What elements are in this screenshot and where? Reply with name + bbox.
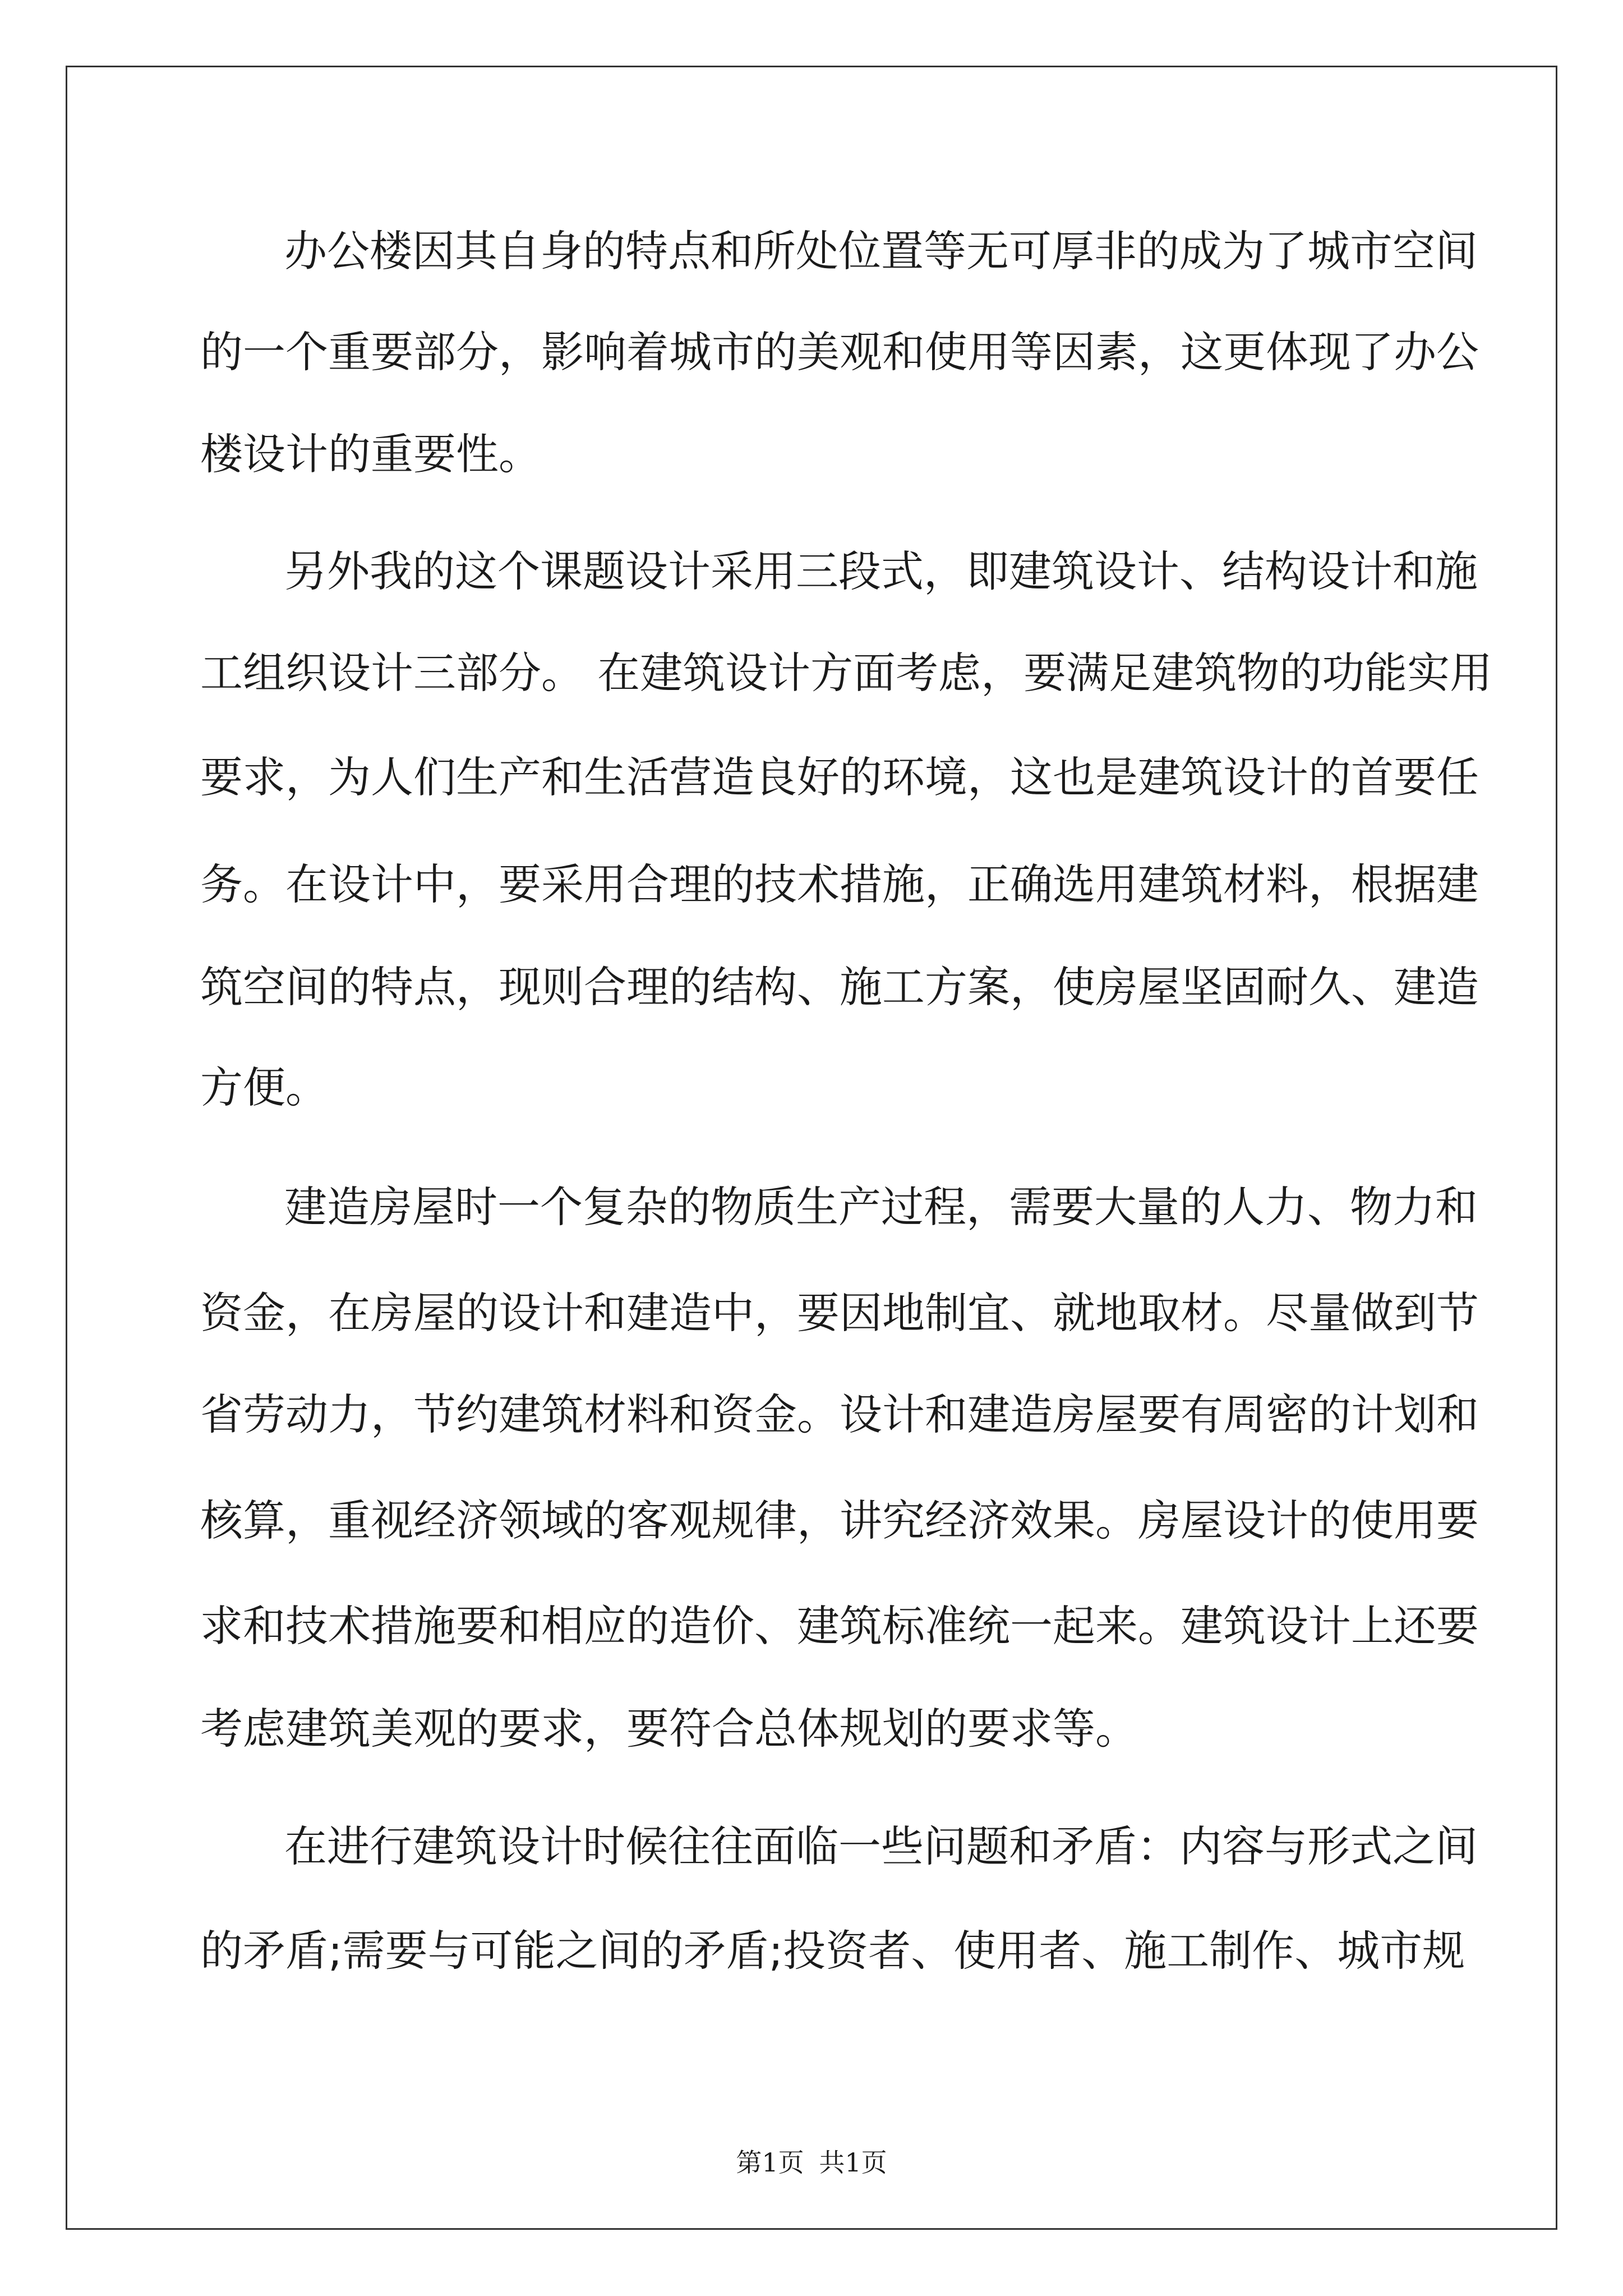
paragraph-3-line-5: 求和技术措施要和相应的造价、建筑标准统一起来。建筑设计上还要 (200, 1601, 1479, 1651)
paragraph-2-line-5: 筑空间的特点，现则合理的结构、施工方案，使房屋坚固耐久、建造 (200, 962, 1479, 1012)
paragraph-1-line-1: 办公楼因其自身的特点和所处位置等无可厚非的成为了城市空间 (284, 226, 1478, 276)
paragraph-1-line-2: 的一个重要部分，影响着城市的美观和使用等因素，这更体现了办公 (200, 327, 1479, 377)
paragraph-2-line-6: 方便。 (200, 1062, 328, 1112)
page-number-current: 第1页 (736, 2147, 804, 2178)
paragraph-3-line-2: 资金，在房屋的设计和建造中，要因地制宜、就地取材。尽量做到节 (200, 1288, 1479, 1338)
paragraph-4-line-2: 的矛盾;需要与可能之间的矛盾;投资者、使用者、施工制作、城市规 (200, 1926, 1465, 1976)
paragraph-3-line-4: 核算，重视经济领域的客观规律，讲究经济效果。房屋设计的使用要 (200, 1496, 1479, 1545)
paragraph-2-line-4: 务。在设计中，要采用合理的技术措施，正确选用建筑材料，根据建 (200, 859, 1479, 909)
paragraph-2-line-2: 工组织设计三部分。 在建筑设计方面考虑，要满足建筑物的功能实用 (200, 648, 1493, 698)
paragraph-1-line-3: 楼设计的重要性。 (200, 429, 541, 479)
paragraph-2-line-3: 要求，为人们生产和生活营造良好的环境，这也是建筑设计的首要任 (200, 752, 1479, 802)
paragraph-3-line-1: 建造房屋时一个复杂的物质生产过程，需要大量的人力、物力和 (284, 1182, 1478, 1232)
page-footer (0, 2143, 1623, 2182)
paragraph-2-line-1: 另外我的这个课题设计采用三段式，即建筑设计、结构设计和施 (284, 546, 1478, 596)
paragraph-3-line-6: 考虑建筑美观的要求，要符合总体规划的要求等。 (200, 1704, 1138, 1754)
page-border (66, 66, 1557, 2230)
paragraph-3-line-3: 省劳动力，节约建筑材料和资金。设计和建造房屋要有周密的计划和 (200, 1389, 1479, 1439)
page-number-total: 共1页 (819, 2147, 887, 2178)
paragraph-4-line-1: 在进行建筑设计时候往往面临一些问题和矛盾：内容与形式之间 (284, 1821, 1478, 1871)
